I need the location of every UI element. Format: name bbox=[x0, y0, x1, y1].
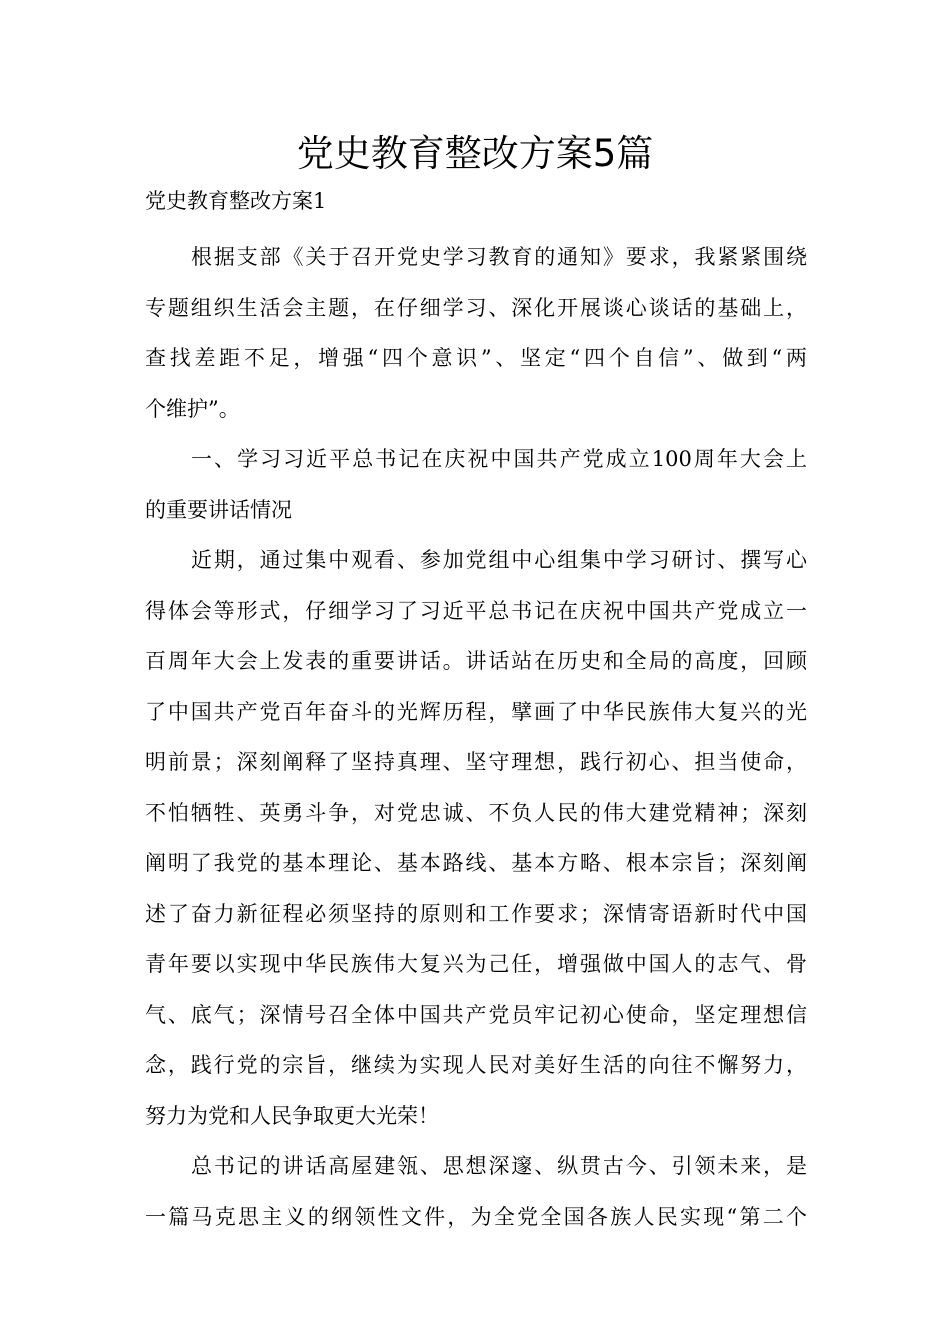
text-line: 念，践行党的宗旨，继续为实现人民对美好生活的向往不懈努力， bbox=[145, 1053, 807, 1077]
text-line: 百周年大会上发表的重要讲话。讲话站在历史和全局的高度，回顾 bbox=[145, 649, 807, 673]
document-title: 党史教育整改方案5篇 bbox=[296, 132, 654, 175]
text-line: 明前景；深刻阐释了坚持真理、坚守理想，践行初心、担当使命， bbox=[145, 750, 807, 774]
text-line: 一、学习习近平总书记在庆祝中国共产党成立100周年大会上 bbox=[191, 447, 807, 471]
text-line: 述了奋力新征程必须坚持的原则和工作要求；深情寄语新时代中国 bbox=[145, 901, 807, 926]
text-line: 个维护”。 bbox=[145, 396, 240, 421]
text-line: 一篇马克思主义的纲领性文件，为全党全国各族人民实现“第二个 bbox=[145, 1204, 807, 1229]
text-line: 了中国共产党百年奋斗的光辉历程，擘画了中华民族伟大复兴的光 bbox=[145, 699, 807, 724]
text-line: 气、底气；深情号召全体中国共产党员牢记初心使命，坚定理想信 bbox=[145, 1002, 807, 1027]
text-line: 得体会等形式，仔细学习了习近平总书记在庆祝中国共产党成立一 bbox=[145, 598, 807, 623]
text-line: 专题组织生活会主题，在仔细学习、深化开展谈心谈话的基础上， bbox=[145, 295, 807, 320]
text-line: 查找差距不足，增强“四个意识”、坚定“四个自信”、做到“两 bbox=[145, 346, 807, 370]
text-line: 近期，通过集中观看、参加党组中心组集中学习研讨、撰写心 bbox=[191, 548, 807, 572]
text-line: 阐明了我党的基本理论、基本路线、基本方略、根本宗旨；深刻阐 bbox=[145, 851, 807, 875]
document-body bbox=[145, 232, 807, 1242]
text-line: 总书记的讲话高屋建瓴、思想深邃、纵贯古今、引领未来，是 bbox=[191, 1154, 807, 1178]
text-line: 努力为党和人民争取更大光荣！ bbox=[145, 1103, 439, 1128]
text-line: 青年要以实现中华民族伟大复兴为己任，增强做中国人的志气、骨 bbox=[145, 952, 807, 976]
section-heading: 党史教育整改方案1 bbox=[145, 189, 327, 213]
text-line: 不怕牺牲、英勇斗争，对党忠诚、不负人民的伟大建党精神；深刻 bbox=[145, 800, 807, 825]
text-line: 的重要讲话情况 bbox=[145, 497, 292, 522]
text-line: 根据支部《关于召开党史学习教育的通知》要求，我紧紧围绕 bbox=[191, 245, 807, 269]
